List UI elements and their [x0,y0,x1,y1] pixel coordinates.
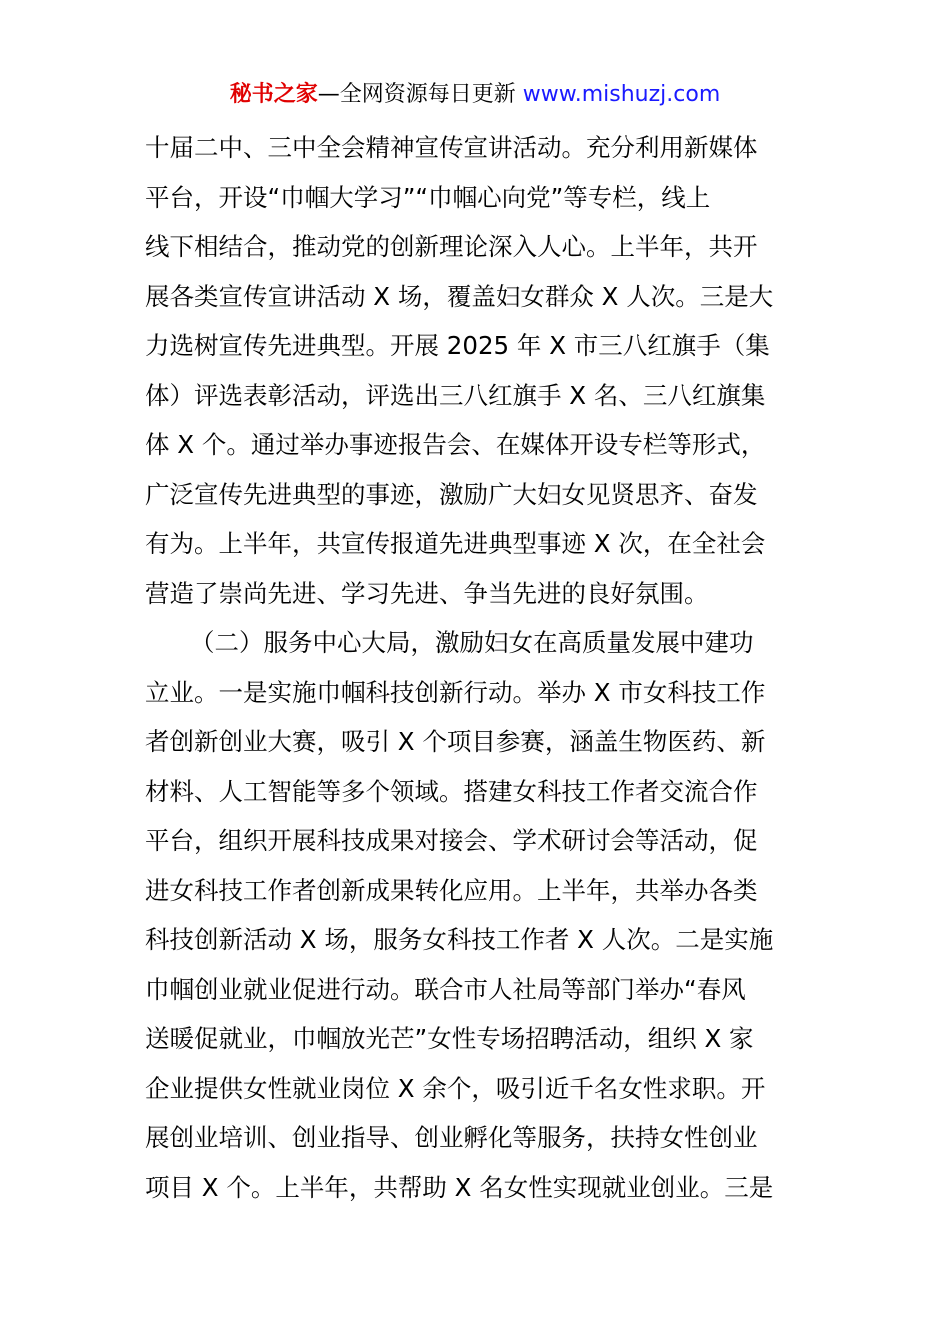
text-line: 体 X 个。通过举办事迹报告会、在媒体开设专栏等形式， [145,430,766,459]
text-line: 展各类宣传宣讲活动 X 场，覆盖妇女群众 X 人次。三是大 [145,281,774,311]
text-line: 营造了崇尚先进、学习先进、争当先进的良好氛围。 [145,578,709,608]
text-line: 材料、人工智能等多个领域。搭建女科技工作者交流合作 [145,776,758,806]
text-line: 平台，组织开展科技成果对接会、学术研讨会等活动，促 [145,826,758,855]
site-tagline: —全网资源每日更新 [317,82,516,107]
text-line: 广泛宣传先进典型的事迹，激励广大妇女见贤思齐、奋发 [145,479,758,509]
text-line: 送暖促就业，巾帼放光芒”女性专场招聘活动，组织 X 家 [145,1024,754,1053]
text-line: 平台，开设“巾帼大学习”“巾帼心向党”等专栏，线上 [145,182,711,212]
text-line: 体）评选表彰活动，评选出三八红旗手 X 名、三八红旗集 [145,380,766,410]
text-line: 展创业培训、创业指导、创业孵化等服务，扶持女性创业 [145,1123,758,1152]
brand-name: 秘书之家 [229,82,318,107]
text-line: 立业。一是实施巾帼科技创新行动。举办 X 市女科技工作 [145,677,766,707]
text-line: 进女科技工作者创新成果转化应用。上半年，共举办各类 [145,875,758,905]
text-line: 者创新创业大赛，吸引 X 个项目参赛，涵盖生物医药、新 [145,727,766,756]
text-line: 企业提供女性就业岗位 X 余个，吸引近千名女性求职。开 [145,1073,766,1103]
text-line: 力选树宣传先进典型。开展 2025 年 X 市三八红旗手（集 [145,331,770,360]
site-url-link[interactable]: www.mishuzj.com [522,82,721,107]
document-body [145,123,815,1212]
text-line: 科技创新活动 X 场，服务女科技工作者 X 人次。二是实施 [145,925,774,954]
text-line: 有为。上半年，共宣传报道先进典型事迹 X 次，在全社会 [145,529,766,558]
text-line: 十届二中、三中全会精神宣传宣讲活动。充分利用新媒体 [145,133,758,162]
site-header [0,80,950,110]
text-line: 巾帼创业就业促进行动。联合市人社局等部门举办“春风 [145,974,746,1004]
text-line: 项目 X 个。上半年，共帮助 X 名女性实现就业创业。三是 [145,1172,774,1202]
text-line: 线下相结合，推动党的创新理论深入人心。上半年，共开 [145,232,758,261]
section-heading-line: （二）服务中心大局，激励妇女在高质量发展中建功 [190,628,754,657]
